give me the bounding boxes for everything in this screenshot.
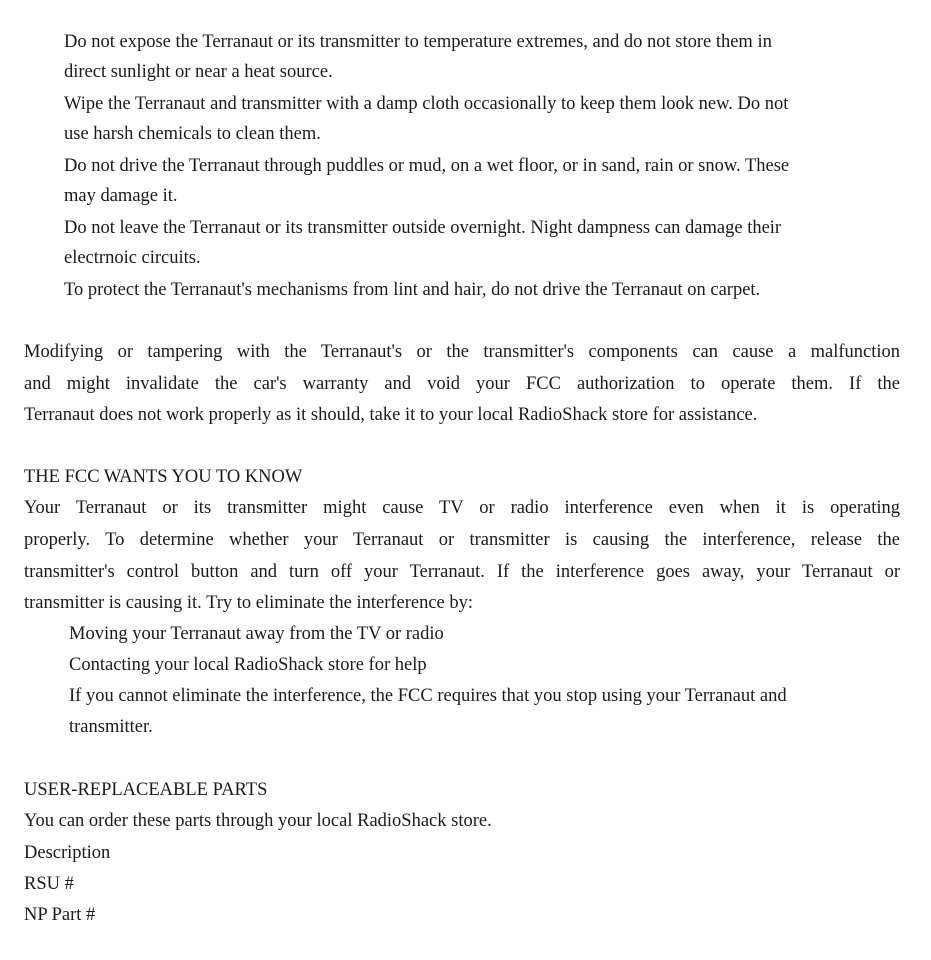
fcc-heading: THE FCC WANTS YOU TO KNOW <box>24 467 303 487</box>
fcc-list-item: Contacting your local RadioShack store for help <box>69 655 427 675</box>
care-line: Do not drive the Terranaut through puddles or mud, on a wet floor, or in sand, rain or snow. These <box>64 156 790 176</box>
fcc-paragraph-line: transmitter is causing it. Try to eliminate the interference by: <box>24 593 474 613</box>
care-line: direct sunlight or near a heat source. <box>64 62 333 82</box>
modify-paragraph-line: Terranaut does not work properly as it should, take it to your local RadioShack store for assistance. <box>24 405 758 425</box>
modify-paragraph-line: and might invalidate the car's warranty and void your FCC authorization to operate them. If the <box>24 374 900 394</box>
modify-paragraph-line: Modifying or tampering with the Terranaut's or the transmitter's components can cause a malfunction <box>24 342 900 362</box>
care-line: Wipe the Terranaut and transmitter with a damp cloth occasionally to keep them look new. Do not <box>64 94 789 114</box>
care-line: Do not expose the Terranaut or its transmitter to temperature extremes, and do not store them in <box>64 32 772 52</box>
fcc-list-item: transmitter. <box>69 717 153 737</box>
fcc-paragraph-line: properly. To determine whether your Terranaut or transmitter is causing the interference, release the <box>24 530 900 550</box>
care-line: electrnoic circuits. <box>64 248 201 268</box>
care-line: To protect the Terranaut's mechanisms from lint and hair, do not drive the Terranaut on carpet. <box>64 280 761 300</box>
parts-column-rsu: RSU # <box>24 874 74 894</box>
parts-column-np-part: NP Part # <box>24 905 96 925</box>
fcc-list-item: If you cannot eliminate the interference, the FCC requires that you stop using your Terranaut and <box>69 686 787 706</box>
care-line: use harsh chemicals to clean them. <box>64 124 321 144</box>
parts-heading: USER-REPLACEABLE PARTS <box>24 780 268 800</box>
care-line: may damage it. <box>64 186 178 206</box>
fcc-paragraph-line: transmitter's control button and turn off your Terranaut. If the interference goes away, your Terranaut or <box>24 562 900 582</box>
fcc-list-item: Moving your Terranaut away from the TV or radio <box>69 624 444 644</box>
fcc-paragraph-line: Your Terranaut or its transmitter might cause TV or radio interference even when it is operating <box>24 498 900 518</box>
parts-intro: You can order these parts through your local RadioShack store. <box>24 811 492 831</box>
care-line: Do not leave the Terranaut or its transmitter outside overnight. Night dampness can damage their <box>64 218 782 238</box>
parts-column-description: Description <box>24 843 111 863</box>
